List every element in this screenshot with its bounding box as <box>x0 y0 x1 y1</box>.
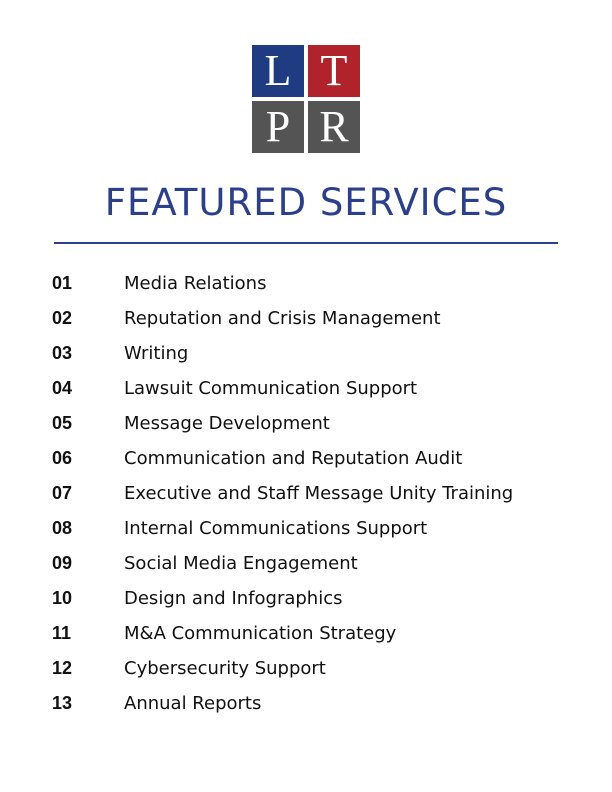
ltpr-logo <box>252 45 360 153</box>
service-item <box>52 301 513 336</box>
service-number: 12 <box>52 658 73 678</box>
logo-tile-p: P <box>252 101 304 153</box>
service-item <box>52 686 513 721</box>
service-label: Social Media Engagement <box>124 553 358 574</box>
service-item <box>52 371 513 406</box>
service-item <box>52 441 513 476</box>
service-label: Design and Infographics <box>124 588 343 609</box>
services-list <box>52 266 513 721</box>
service-number: 09 <box>52 553 73 573</box>
service-label: Executive and Staff Message Unity Training <box>124 483 514 504</box>
service-item <box>52 336 513 371</box>
service-number: 13 <box>52 693 73 713</box>
service-label: Annual Reports <box>124 693 262 714</box>
service-label: Communication and Reputation Audit <box>124 448 463 469</box>
service-number: 04 <box>52 378 73 398</box>
service-number: 05 <box>52 413 73 433</box>
service-label: Message Development <box>124 413 330 434</box>
service-label: Writing <box>124 343 189 364</box>
service-number: 07 <box>52 483 73 503</box>
service-label: Lawsuit Communication Support <box>124 378 418 399</box>
service-item <box>52 581 513 616</box>
service-number: 08 <box>52 518 73 538</box>
service-label: Media Relations <box>124 273 267 294</box>
service-item <box>52 651 513 686</box>
service-item <box>52 616 513 651</box>
service-number: 06 <box>52 448 73 468</box>
service-number: 01 <box>52 273 73 293</box>
service-number: 03 <box>52 343 73 363</box>
service-label: Internal Communications Support <box>124 518 428 539</box>
service-number: 10 <box>52 588 73 608</box>
service-number: 02 <box>52 308 73 328</box>
service-item <box>52 266 513 301</box>
logo-tile-r: R <box>308 101 360 153</box>
service-item <box>52 476 513 511</box>
title-divider <box>54 242 558 244</box>
service-item <box>52 406 513 441</box>
logo-tile-l: L <box>252 45 304 97</box>
service-label: M&A Communication Strategy <box>124 623 397 644</box>
logo-tile-t: T <box>308 45 360 97</box>
service-item <box>52 546 513 581</box>
service-item <box>52 511 513 546</box>
service-label: Reputation and Crisis Management <box>124 308 441 329</box>
service-number: 11 <box>52 623 72 643</box>
page-title: FEATURED SERVICES <box>104 181 508 224</box>
service-label: Cybersecurity Support <box>124 658 326 679</box>
